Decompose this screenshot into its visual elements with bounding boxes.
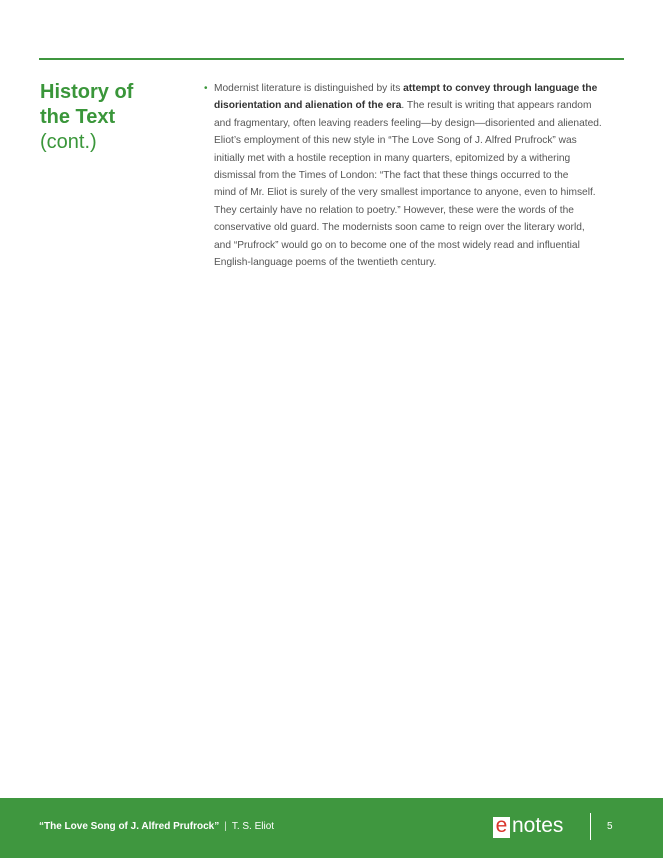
body-line: mind of Mr. Eliot is surely of the very smallest importance to anyone, even to himself. [214,187,596,199]
page-number: 5 [607,821,613,832]
logo-wordmark: notes [512,814,564,837]
body-line: and fragmentary, often leaving readers feeling—by design—disoriented and alienated. [214,117,602,129]
section-heading [40,80,133,155]
enotes-logo [493,815,563,838]
body-line: They certainly have no relation to poetry.” However, these were the words of the [214,204,574,216]
body-text: Modernist literature is distinguished by its [214,83,404,94]
footer-divider [590,813,591,840]
heading-line-3: (cont.) [40,131,97,153]
heading-line-1: History of [40,81,134,103]
heading-line-2: the Text [40,106,116,128]
body-line: English-language poems of the twentieth century. [214,257,437,269]
body-line: dismissal from the Times of London: “The fact that these things occurred to the [214,170,569,182]
body-line: and “Prufrock” would go on to become one of the most widely read and influential [214,239,580,251]
footer [0,798,663,858]
body-bold-text: disorientation and alienation of the era [214,100,402,112]
body-paragraph [214,80,634,271]
body-line [214,80,634,97]
footer-citation [39,821,274,832]
footer-separator: | [224,821,227,832]
body-bold-text: attempt to convey through language the [403,83,598,94]
footer-work-title: “The Love Song of J. Alfred Prufrock” [39,821,220,832]
body-line [214,97,634,114]
logo-e-mark: e [493,817,510,838]
body-text: . The result is writing that appears random [401,100,592,112]
footer-author: T. S. Eliot [231,821,275,832]
header-rule [39,58,624,60]
bullet-icon: • [204,83,208,94]
body-line: Eliot’s employment of this new style in “The Love Song of J. Alfred Prufrock” was [214,135,577,147]
body-line: initially met with a hostile reception in many quarters, epitomized by a withering [214,152,571,164]
body-line: conservative old guard. The modernists soon came to reign over the literary world, [214,222,585,234]
